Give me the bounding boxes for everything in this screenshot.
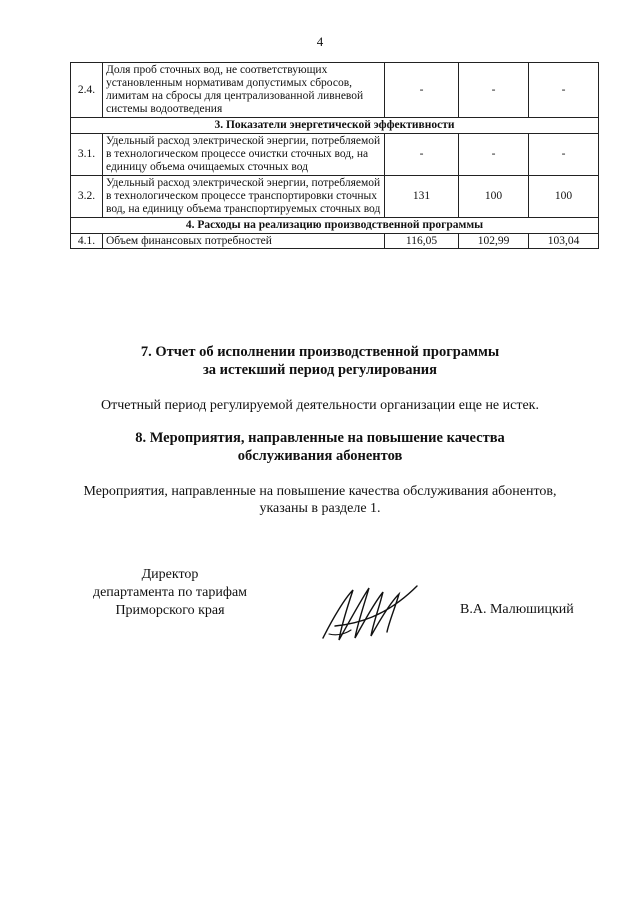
row-value: 100 bbox=[529, 176, 599, 218]
signatory-title-line: департамента по тарифам bbox=[92, 585, 248, 600]
table-row bbox=[71, 176, 599, 218]
table-row bbox=[71, 63, 599, 118]
row-value: - bbox=[385, 134, 459, 176]
row-value: 103,04 bbox=[529, 234, 599, 249]
row-value: 116,05 bbox=[385, 234, 459, 249]
row-label: Объем финансовых потребностей bbox=[103, 234, 385, 249]
section-8-title-line1: 8. Мероприятия, направленные на повышение качества bbox=[135, 430, 505, 446]
section-8-title-line2: обслуживания абонентов bbox=[237, 448, 403, 464]
signatory-name: В.А. Малюшицкий bbox=[460, 602, 574, 617]
handwritten-signature bbox=[315, 578, 425, 648]
section-7-title-line2: за истекший период регулирования bbox=[202, 362, 438, 378]
section-heading: 4. Расходы на реализацию производственной программы bbox=[71, 218, 599, 234]
row-number: 2.4. bbox=[71, 63, 103, 118]
indicators-table bbox=[70, 62, 599, 249]
row-value: 131 bbox=[385, 176, 459, 218]
row-number: 3.2. bbox=[71, 176, 103, 218]
signatory-title-line: Директор bbox=[141, 567, 199, 582]
row-value: - bbox=[459, 63, 529, 118]
row-number: 4.1. bbox=[71, 234, 103, 249]
section-heading: 3. Показатели энергетической эффективности bbox=[71, 118, 599, 134]
row-value: - bbox=[459, 134, 529, 176]
row-value: - bbox=[529, 134, 599, 176]
row-value: 100 bbox=[459, 176, 529, 218]
section-row bbox=[71, 118, 599, 134]
table-row bbox=[71, 234, 599, 249]
row-label: Доля проб сточных вод, не соответствующих установленным нормативам допустимых сбросов, лимитам на сбросы для централизованной ливневой системы водоотведения bbox=[103, 63, 385, 118]
row-value: - bbox=[529, 63, 599, 118]
section-7-title-line1: 7. Отчет об исполнении производственной программы bbox=[140, 344, 500, 360]
section-8-text-line1: Мероприятия, направленные на повышение качества обслуживания абонентов, bbox=[83, 484, 557, 499]
signatory-title-line: Приморского края bbox=[115, 603, 225, 618]
row-value: 102,99 bbox=[459, 234, 529, 249]
row-label: Удельный расход электрической энергии, потребляемой в технологическом процессе очистки сточных вод, на единицу объема очищаемых сточных вод bbox=[103, 134, 385, 176]
section-row bbox=[71, 218, 599, 234]
page-number: 4 bbox=[316, 34, 324, 49]
row-label: Удельный расход электрической энергии, потребляемой в технологическом процессе транспортировки сточных вод, на единицу объема транспортируемых сточных вод bbox=[103, 176, 385, 218]
table-row bbox=[71, 134, 599, 176]
section-8-text-line2: указаны в разделе 1. bbox=[259, 501, 381, 516]
section-7-text: Отчетный период регулируемой деятельности организации еще не истек. bbox=[101, 398, 539, 413]
signatory-title bbox=[70, 566, 270, 620]
row-value: - bbox=[385, 63, 459, 118]
row-number: 3.1. bbox=[71, 134, 103, 176]
